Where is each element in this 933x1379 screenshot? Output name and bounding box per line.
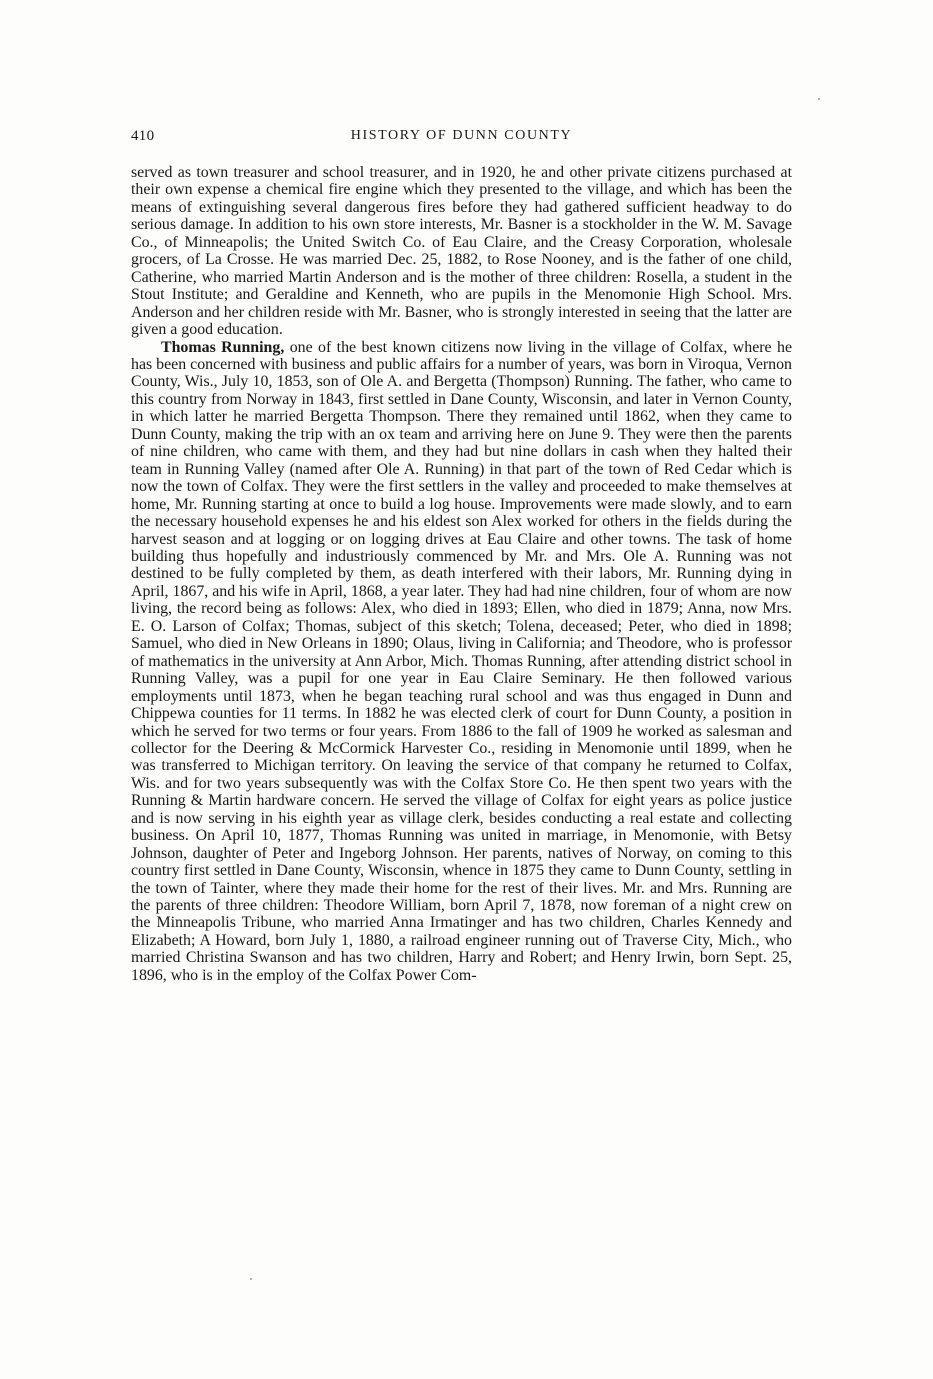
subject-name: Thomas Running,: [161, 338, 285, 356]
body-text: [131, 164, 792, 984]
paragraph-thomas-running: [131, 339, 792, 985]
page-number: 410: [131, 128, 155, 144]
book-title: HISTORY OF DUNN COUNTY: [350, 128, 573, 143]
running-head: [131, 128, 792, 150]
scan-speck: [250, 1278, 252, 1280]
paragraph-basner-continued: served as town treasurer and school treasurer, and in 1920, he and other private citizens purchased at their own expense a chemical fire engine which they presented to the village, and which has been the means of extinguishing several dangerous fires before they had gathered sufficient headway to do serious damage. In addition to his own store interests, Mr. Basner is a stockholder in the W. M. Savage Co., of Minneapolis; the United Switch Co. of Eau Claire, and the Creasy Corporation, wholesale grocers, of La Crosse. He was married Dec. 25, 1882, to Rose Nooney, and is the father of one child, Catherine, who married Martin Anderson and is the mother of three children: Rosella, a student in the Stout Institute; and Geraldine and Kenneth, who are pupils in the Menomonie High School. Mrs. Anderson and her children reside with Mr. Basner, who is strongly interested in seeing that the latter are given a good education.: [131, 164, 792, 339]
scan-speck: [818, 98, 820, 100]
paragraph-body: one of the best known citizens now living in the village of Colfax, where he has been concerned with business and public affairs for a number of years, was born in Viroqua, Vernon County, Wis., July 10, 1853, son of Ole A. and Bergetta (Thompson) Running. The father, who came to this country from Norway in 1843, first settled in Dane County, Wisconsin, and later in Vernon County, in which latter he married Bergetta Thompson. There they remained until 1862, when they came to Dunn County, making the trip with an ox team and arriving here on June 9. They were then the parents of nine children, who came with them, and they had but nine dollars in cash when they halted their team in Running Valley (named after Ole A. Running) in that part of the town of Red Cedar which is now the town of Colfax. They were the first settlers in the valley and proceeded to make themselves at home, Mr. Running starting at once to build a log house. Improvements were made slowly, and to earn the necessary household expenses he and his eldest son Alex worked for others in the fields during the harvest season and at logging or on logging drives at Eau Claire and other towns. The task of home building thus hopefully and industriously commenced by Mr. and Mrs. Ole A. Running was not destined to be fully completed by them, as death interfered with their labors, Mr. Running dying in April, 1867, and his wife in April, 1868, a year later. They had had nine children, four of whom are now living, the record being as follows: Alex, who died in 1893; Ellen, who died in 1879; Anna, now Mrs. E. O. Larson of Colfax; Thomas, subject of this sketch; Tolena, deceased; Peter, who died in 1898; Samuel, who died in New Orleans in 1890; Olaus, living in California; and Theodore, who is professor of mathematics in the university at Ann Arbor, Mich. Thomas Running, after attending district school in Running Valley, was a pupil for one year in Eau Claire Seminary. He then followed various employments until 1873, when he began teaching rural school and was thus engaged in Dunn and Chippewa counties for 11 terms. In 1882 he was elected clerk of court for Dunn County, a position in which he served for two terms or four years. From 1886 to the fall of 1909 he worked as salesman and collector for the Deering & McCormick Harvester Co., residing in Menomonie until 1899, when he was transferred to Michigan territory. On leaving the service of that company he returned to Colfax, Wis. and for two years subsequently was with the Colfax Store Co. He then spent two years with the Running & Martin hardware concern. He served the village of Colfax for eight years as police justice and is now serving in his eighth year as village clerk, besides conducting a real estate and collecting business. On April 10, 1877, Thomas Running was united in marriage, in Menomonie, with Betsy Johnson, daughter of Peter and Ingeborg Johnson. Her parents, natives of Norway, on coming to this country first settled in Dane County, Wisconsin, whence in 1875 they came to Dunn County, settling in the town of Tainter, where they made their home for the rest of their lives. Mr. and Mrs. Running are the parents of three children: Theodore William, born April 7, 1878, now foreman of a night crew on the Minneapolis Tribune, who married Anna Irmatinger and has two children, Charles Kennedy and Elizabeth; A Howard, born July 1, 1880, a railroad engineer running out of Traverse City, Mich., who married Christina Swanson and has two children, Harry and Robert; and Henry Irwin, born Sept. 25, 1896, who is in the employ of the Colfax Power Com-: [131, 338, 792, 984]
